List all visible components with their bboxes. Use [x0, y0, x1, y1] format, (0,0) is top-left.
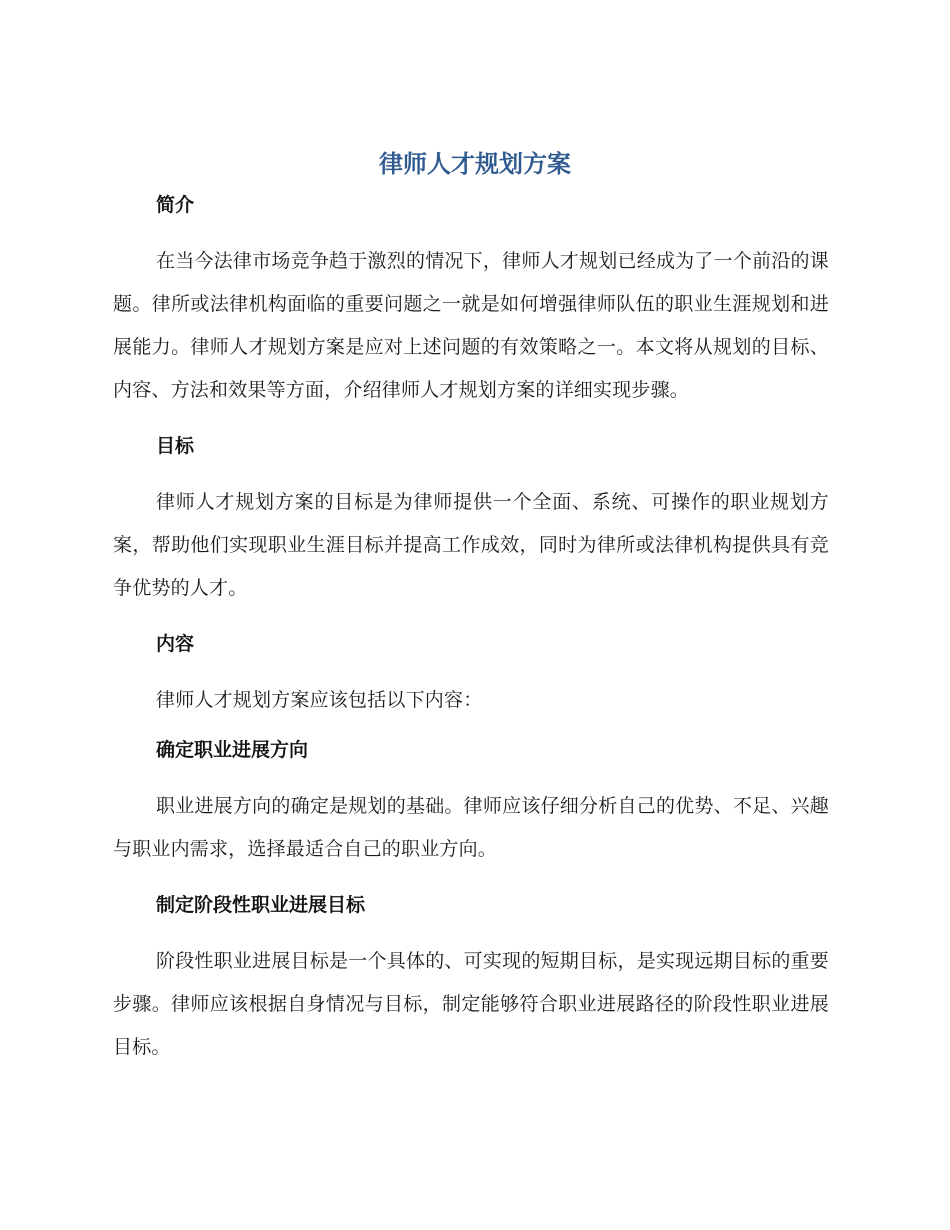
section-text-intro: 在当今法律市场竞争趋于激烈的情况下，律师人才规划已经成为了一个前沿的课题。律所或法律机构面临的重要问题之一就是如何增强律师队伍的职业生涯规划和进展能力。律师人才规划方案是应对上述问题的有效策略之一。本文将从规划的目标、内容、方法和效果等方面，介绍律师人才规划方案的详细实现步骤。 — [113, 250, 829, 401]
section-heading-intro: 简介 — [156, 194, 195, 216]
section-text-stage-goals: 阶段性职业进展目标是一个具体的、可实现的短期目标，是实现远期目标的重要步骤。律师应该根据自身情况与目标，制定能够符合职业进展路径的阶段性职业进展目标。 — [113, 950, 829, 1058]
section-heading-goal: 目标 — [156, 435, 195, 457]
section-text-content: 律师人才规划方案应该包括以下内容： — [156, 689, 483, 711]
section-text-goal: 律师人才规划方案的目标是为律师提供一个全面、系统、可操作的职业规划方案，帮助他们实现职业生涯目标并提高工作成效，同时为律所或法律机构提供具有竞争优势的人才。 — [113, 491, 829, 599]
section-heading-stage-goals: 制定阶段性职业进展目标 — [156, 894, 366, 916]
document-title: 律师人才规划方案 — [379, 150, 571, 178]
section-heading-content: 内容 — [156, 633, 195, 655]
section-text-direction: 职业进展方向的确定是规划的基础。律师应该仔细分析自己的优势、不足、兴趣与职业内需求，选择最适合自己的职业方向。 — [113, 795, 829, 860]
document-body — [113, 188, 829, 1069]
section-heading-direction: 确定职业进展方向 — [156, 739, 309, 761]
